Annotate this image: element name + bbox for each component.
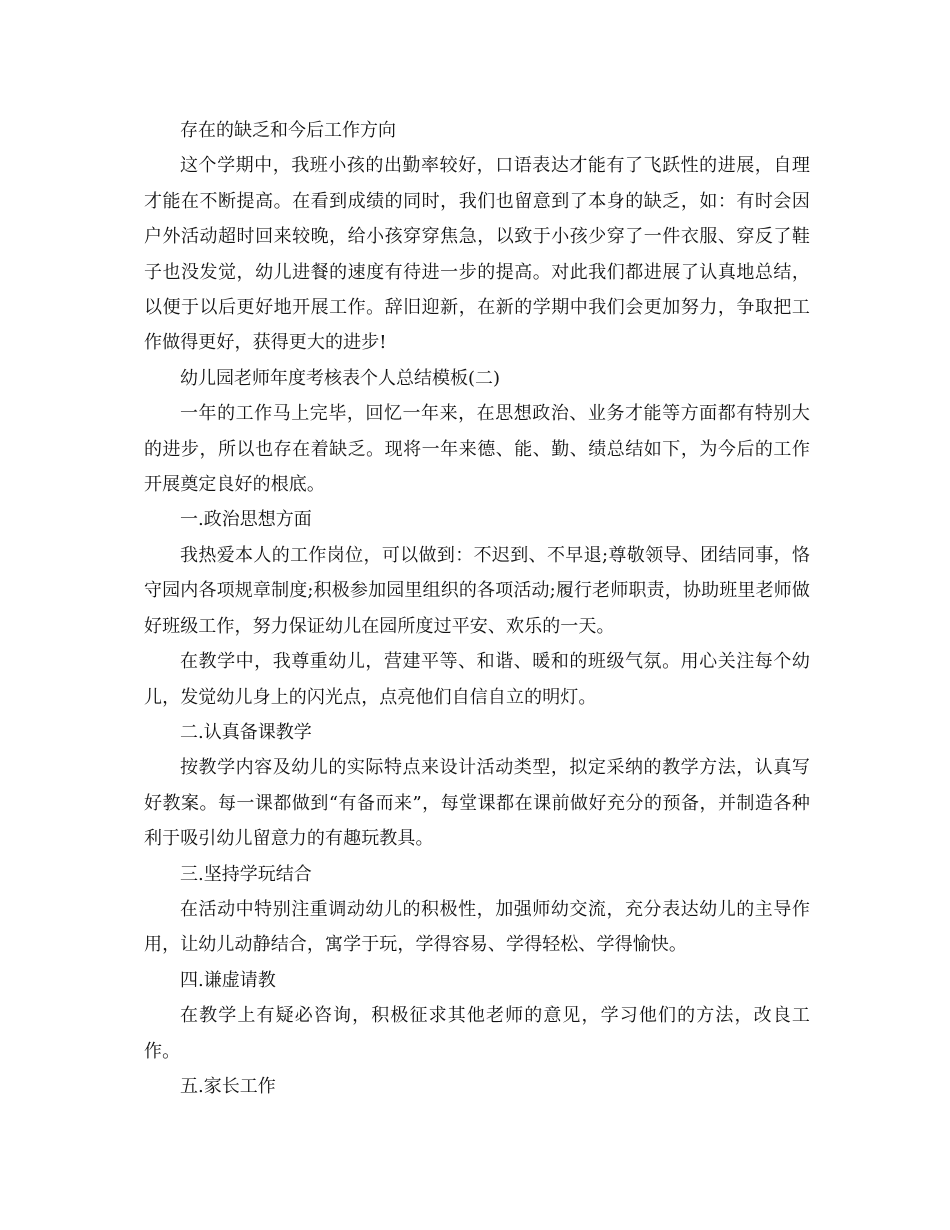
section-heading: 四.谦虚请教 — [180, 969, 276, 991]
section-heading: 五.家长工作 — [180, 1075, 276, 1097]
paragraph: 这个学期中，我班小孩的出勤率较好，口语表达才能有了飞跃性的进展，自理才能在不断提高。在看到成绩的同时，我们也留意到了本身的缺乏，如：有时会因户外活动超时回来较晚，给小孩穿穿焦急，以致于小孩少穿了一件衣服、穿反了鞋子也没发觉，幼儿进餐的速度有待进一步的提高。对此我们都进展了认真地总结，以便于以后更好地开展工作。辞旧迎新，在新的学期中我们会更加努力，争取把工作做得更好，获得更大的进步! — [144, 155, 810, 354]
paragraph: 一年的工作马上完毕，回忆一年来，在思想政治、业务才能等方面都有特别大的进步，所以也存在着缺乏。现将一年来德、能、勤、绩总结如下，为今后的工作开展奠定良好的根底。 — [144, 403, 810, 496]
paragraph: 我热爱本人的工作岗位，可以做到：不迟到、不早退;尊敬领导、团结同事，恪守园内各项规章制度;积极参加园里组织的各项活动;履行老师职责，协助班里老师做好班级工作，努力保证幼儿在园所度过平安、欢乐的一天。 — [144, 544, 810, 637]
section-heading: 一.政治思想方面 — [180, 509, 312, 531]
paragraph: 在活动中特别注重调动幼儿的积极性，加强师幼交流，充分表达幼儿的主导作用，让幼儿动静结合，寓学于玩，学得容易、学得轻松、学得愉快。 — [144, 898, 810, 956]
section-heading: 三.坚持学玩结合 — [180, 863, 312, 885]
paragraph: 在教学中，我尊重幼儿，营建平等、和谐、暖和的班级气氛。用心关注每个幼儿，发觉幼儿身上的闪光点，点亮他们自信自立的明灯。 — [144, 651, 810, 708]
paragraph: 按教学内容及幼儿的实际特点来设计活动类型，拟定采纳的教学方法，认真写好教案。每一课都做到“有备而来”，每堂课都在课前做好充分的预备，并制造各种利于吸引幼儿留意力的有趣玩教具。 — [144, 757, 810, 850]
document-title: 幼儿园老师年度考核表个人总结模板(二) — [180, 367, 501, 389]
section-title: 存在的缺乏和今后工作方向 — [180, 120, 396, 141]
paragraph: 在教学上有疑必咨询，积极征求其他老师的意见，学习他们的方法，改良工作。 — [144, 1005, 810, 1062]
document-page — [144, 113, 810, 1104]
section-heading: 二.认真备课教学 — [180, 721, 312, 743]
